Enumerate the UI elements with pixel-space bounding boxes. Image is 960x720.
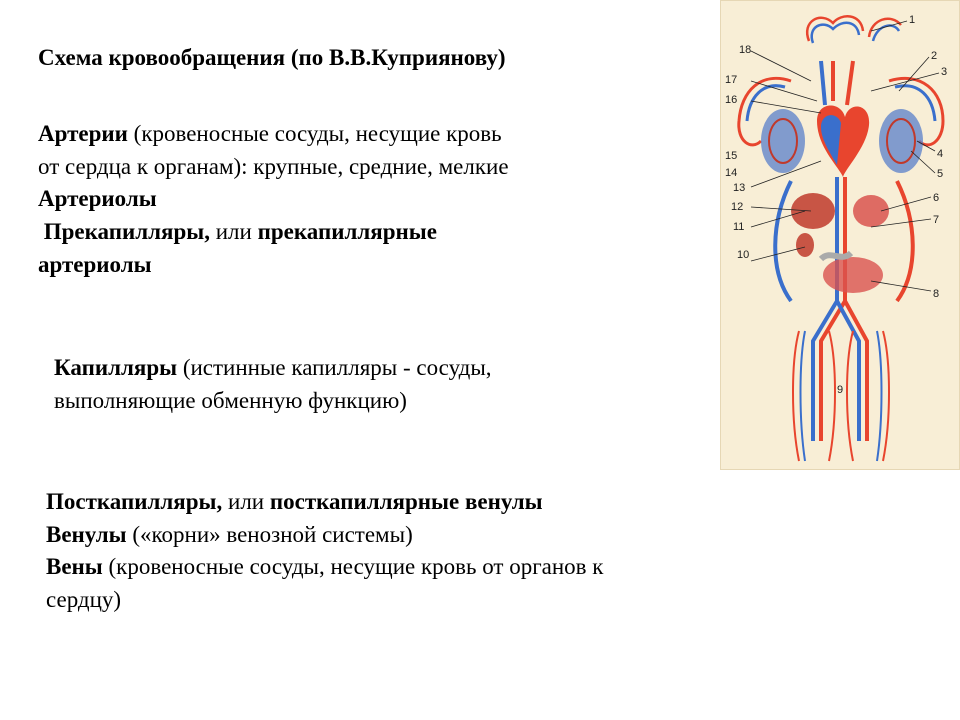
veins-desc-cont: сердцу) bbox=[46, 586, 122, 612]
capillaries-term: Капилляры bbox=[54, 355, 178, 380]
slide-title: Схема кровообращения (по В.В.Куприянову) bbox=[38, 45, 506, 70]
label-17: 17 bbox=[725, 74, 738, 86]
arterioles-term: Артериолы bbox=[38, 186, 157, 212]
veins-term: Вены bbox=[46, 554, 103, 580]
postcapillaries-term: Посткапилляры, bbox=[46, 489, 223, 514]
label-11: 11 bbox=[733, 221, 745, 233]
arterial-list bbox=[38, 118, 509, 281]
label-12: 12 bbox=[731, 201, 744, 213]
circulation-diagram bbox=[720, 0, 960, 470]
veins-desc: (кровеносные сосуды, несущие кровь от органов к bbox=[102, 554, 604, 580]
label-5: 5 bbox=[937, 168, 944, 180]
precapillaries-term3: артериолы bbox=[38, 251, 152, 277]
label-4: 4 bbox=[937, 148, 944, 160]
capillaries-desc: (истинные капилляры - сосуды, bbox=[177, 355, 492, 380]
label-16: 16 bbox=[725, 94, 738, 106]
precapillaries-term: Прекапилляры, bbox=[43, 218, 210, 244]
heart bbox=[817, 105, 869, 177]
label-9: 9 bbox=[837, 384, 844, 396]
label-1: 1 bbox=[909, 14, 916, 26]
label-7: 7 bbox=[933, 214, 940, 226]
head-vessels bbox=[807, 16, 901, 43]
arteries-desc: (кровеносные сосуды, несущие кровь bbox=[127, 121, 502, 146]
precapillaries-term2: прекапиллярные bbox=[257, 218, 437, 244]
arteries-desc-cont: от сердца к органам): крупные, средние, мелкие bbox=[38, 153, 509, 179]
label-3: 3 bbox=[941, 66, 948, 78]
circulation-illustration bbox=[721, 1, 959, 469]
abdominal-organs bbox=[791, 193, 889, 293]
label-8: 8 bbox=[933, 288, 940, 300]
capillary-block bbox=[54, 352, 492, 417]
leg-vessels bbox=[793, 331, 889, 461]
capillaries-desc-cont: выполняющие обменную функцию) bbox=[54, 387, 407, 413]
label-15: 15 bbox=[725, 150, 738, 162]
venules-desc: («корни» венозной системы) bbox=[126, 521, 413, 547]
label-18: 18 bbox=[739, 44, 752, 56]
label-2: 2 bbox=[931, 50, 938, 62]
venous-list bbox=[46, 486, 603, 617]
label-6: 6 bbox=[933, 192, 940, 204]
label-14: 14 bbox=[725, 167, 738, 179]
arteries-term: Артерии bbox=[38, 121, 128, 146]
postcapillaries-term2: посткапиллярные венулы bbox=[269, 489, 543, 514]
label-13: 13 bbox=[733, 182, 746, 194]
venules-term: Венулы bbox=[46, 521, 127, 547]
precapillaries-or: или bbox=[210, 218, 258, 244]
label-10: 10 bbox=[737, 249, 750, 261]
postcapillaries-or: или bbox=[222, 489, 270, 514]
